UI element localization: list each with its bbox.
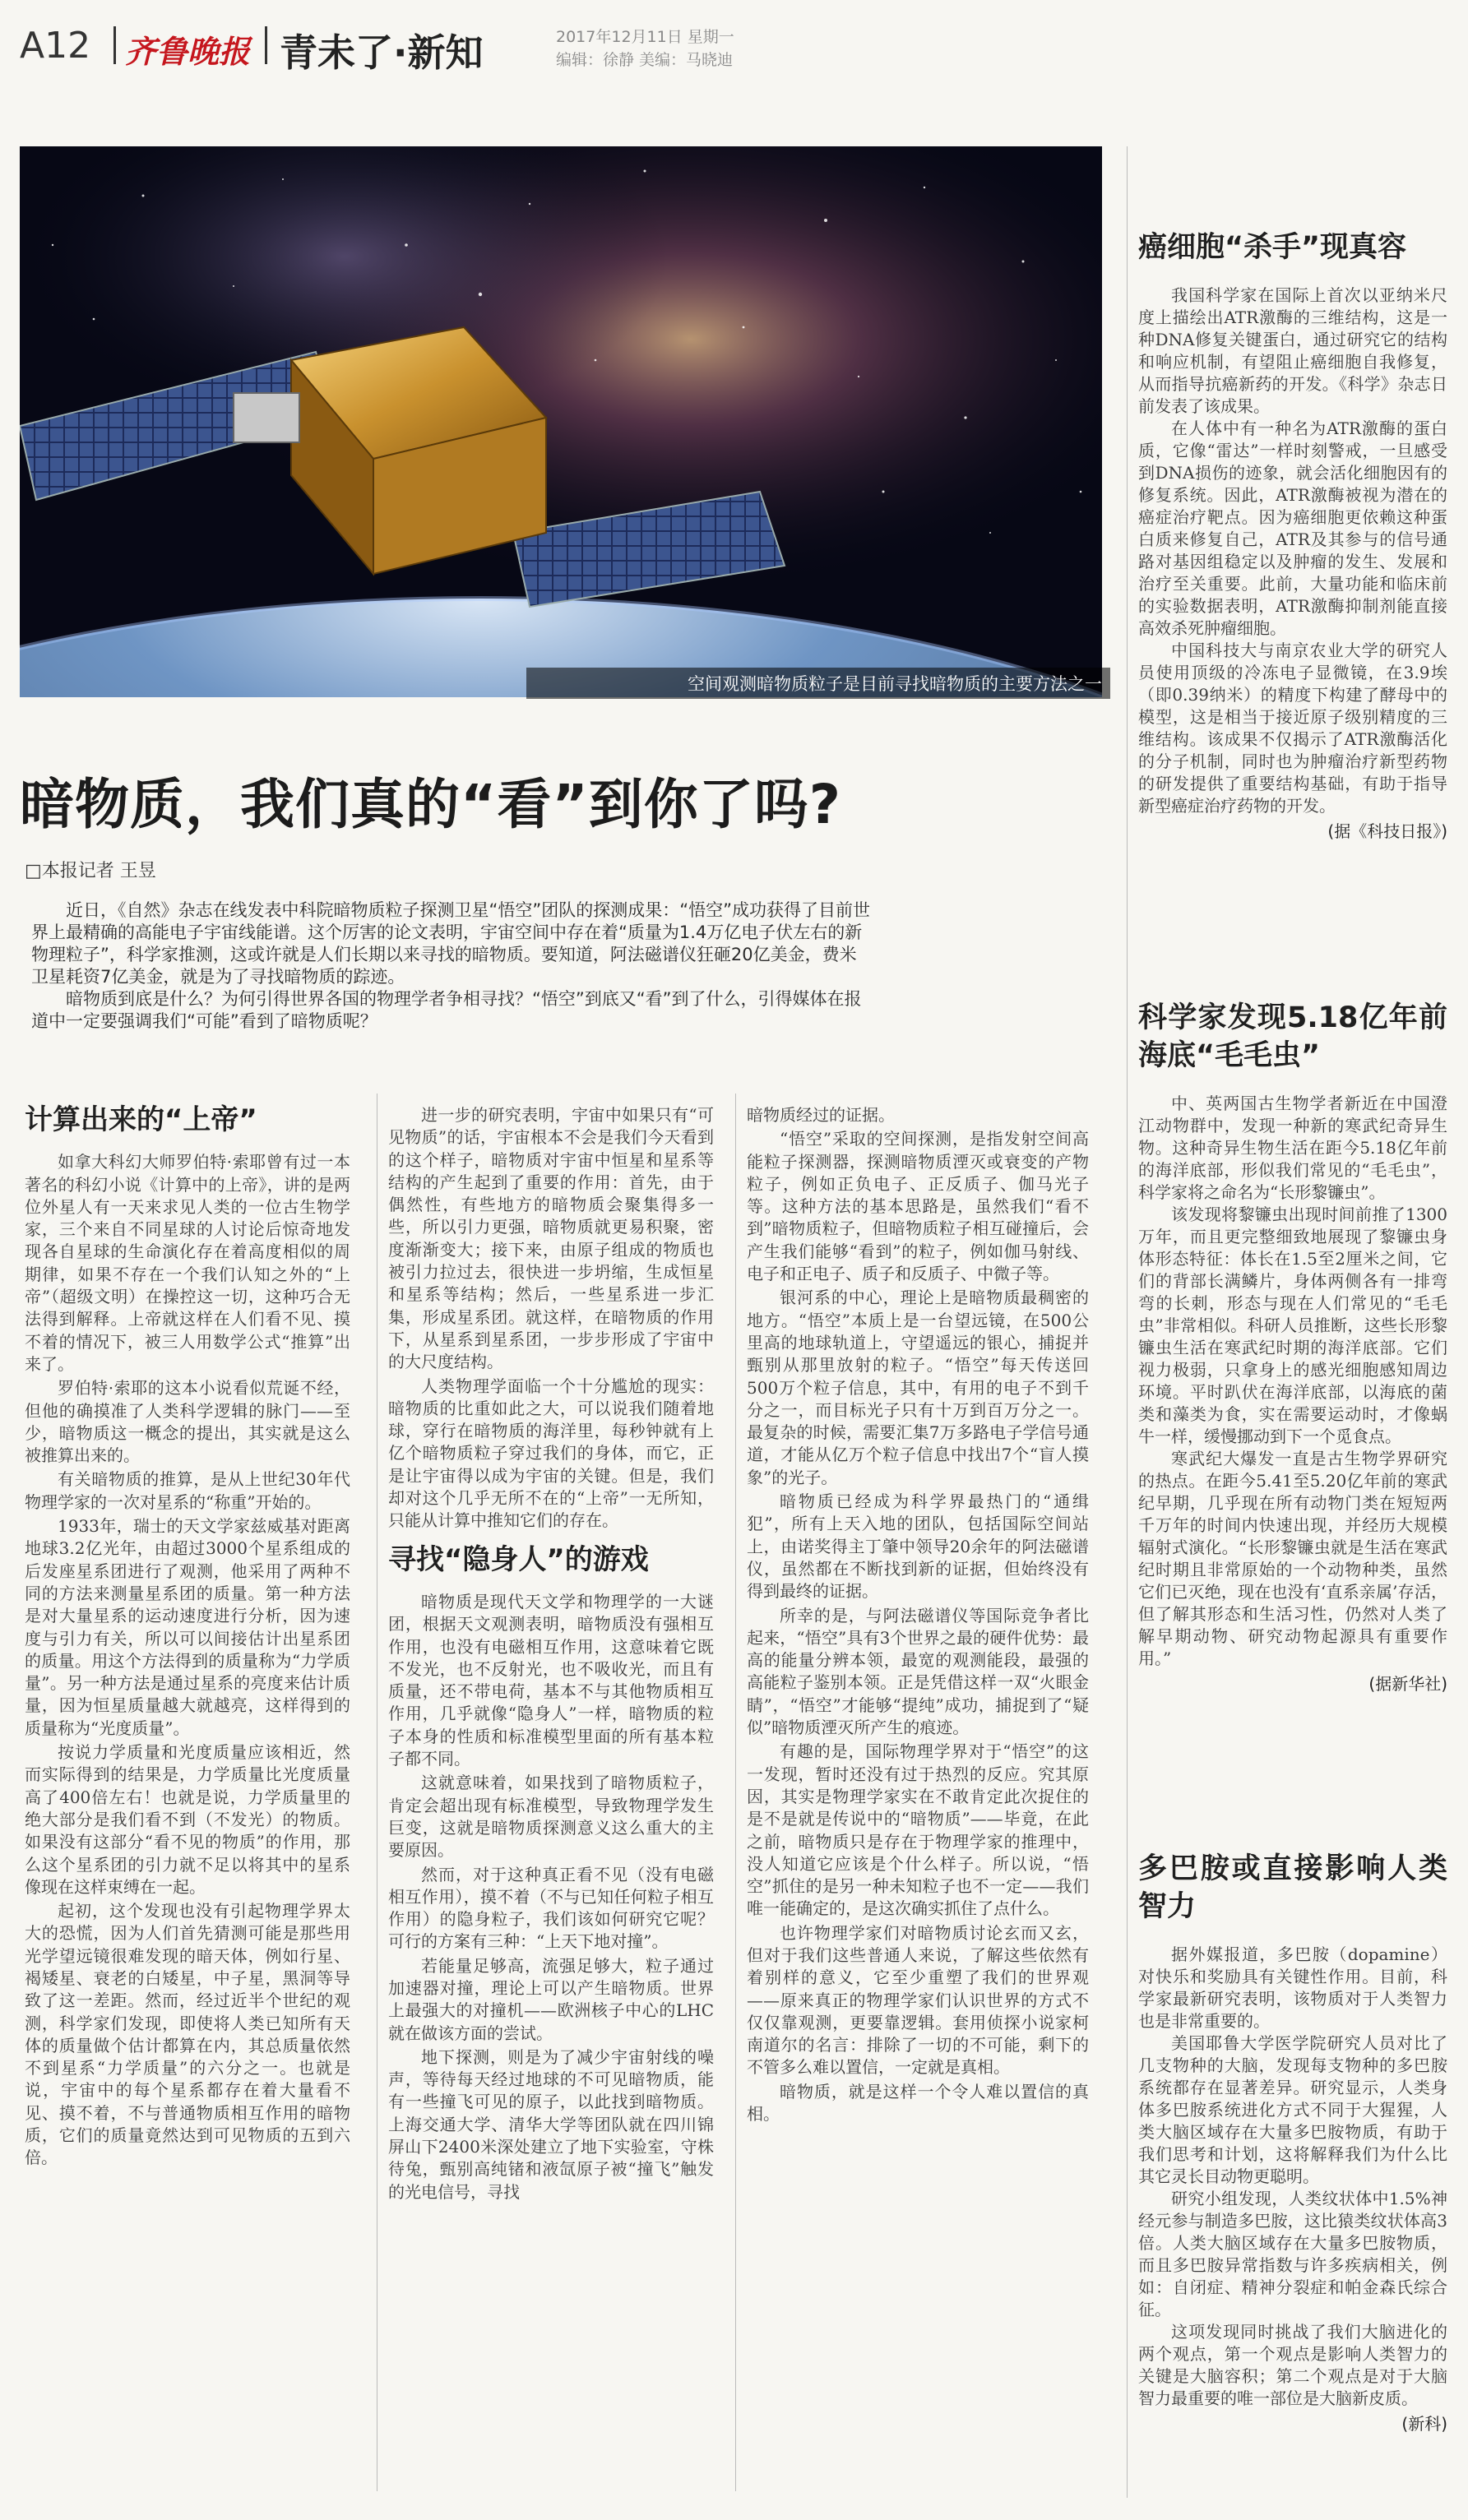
satellite-illustration	[20, 146, 1102, 697]
body-paragraph: 起初，这个发现也没有引起物理学界太大的恐慌，因为人们首先猜测可能是那些用光学望远镜很难发现的暗天体，例如行星、褐矮星、衰老的白矮星，中子星，黑洞等导致了这一差距。然而，经过近半个世纪的观测，科学家们发现，即使将人类已知所有天体的质量做个估计都算在内，其总质量依然不到星系“力学质量”的六分之一。也就是说，宇宙中的每个星系都存在着大量看不见、摸不着，不与普通物质相互作用的暗物质，它们的质量竟然达到可见物质的五到六倍。	[25, 1901, 350, 2168]
section-subhead: 寻找“隐身人”的游戏	[388, 1542, 649, 1576]
sidebar-paragraph: 这项发现同时挑战了我们大脑进化的两个观点，第一个观点是影响人类智力的关键是大脑容积；第二个观点是对于大脑智力最重要的唯一部位是大脑新皮质。	[1138, 2322, 1447, 2408]
sidebar-divider	[1127, 146, 1128, 2498]
edition-editors: 编辑：徐静 美编：马晓迪	[556, 51, 734, 69]
sidebar-paragraph: 中国科技大与南京农业大学的研究人员使用顶级的冷冻电子显微镜，在3.9埃（即0.39纳米）的精度下构建了酵母中的模型，这是相当于接近原子级别精度的三维结构。该成果不仅揭示了ATR激酶活化的分子机制，同时也为肿瘤治疗新型药物的研发提供了重要结构基础，有助于指导新型癌症治疗药物的开发。	[1138, 640, 1447, 816]
article-column-2	[388, 1104, 714, 2205]
sidebar-source: (据新华社)	[1368, 1674, 1447, 1694]
hero-caption: 空间观测暗物质粒子是目前寻找暗物质的主要方法之一	[526, 668, 1110, 699]
sidebar-source: (新科)	[1401, 2414, 1447, 2434]
masthead-divider	[113, 26, 116, 64]
column-divider	[735, 1094, 736, 2491]
newspaper-logo: 齐鲁晚报	[125, 33, 251, 70]
body-paragraph: 进一步的研究表明，宇宙中如果只有“可见物质”的话，宇宙根本不会是我们今天看到的这个样子，暗物质对宇宙中恒星和星系等结构的产生起到了重要的作用：首先，由于偶然性，有些地方的暗物质会聚集得多一些，所以引力更强，暗物质就更易积聚，密度渐渐变大；接下来，由原子组成的物质也被引力拉过去，很快进一步坍缩，生成恒星和星系等结构；然后，一些星系进一步汇集，形成星系团。就这样，在暗物质的作用下，从星系到星系团，一步步形成了宇宙中的大尺度结构。	[388, 1105, 714, 1372]
article-headline: 暗物质，我们真的“看”到你了吗?	[20, 773, 842, 836]
lead-paragraph: 近日，《自然》杂志在线发表中科院暗物质粒子探测卫星“悟空”团队的探测成果：“悟空”成功获得了目前世界上最精确的高能电子宇宙线能谱。这个厉害的论文表明，宇宙空间中存在着“质量为1.4万亿电子伏左右的新物理粒子”，科学家推测，这或许就是人们长期以来寻找的暗物质。要知道，阿法磁谱仪狂砸20亿美金，费米卫星耗资7亿美金，就是为了寻找暗物质的踪迹。	[31, 900, 871, 987]
sidebar-story-1	[1138, 229, 1447, 843]
sidebar-story-title: 多巴胺或直接影响人类智力	[1138, 1852, 1447, 1923]
article-column-1	[25, 1098, 350, 2171]
body-paragraph: 然而，对于这种真正看不见（没有电磁相互作用），摸不着（不与已知任何粒子相互作用）的隐身粒子，我们该如何研究它呢？可行的方案有三种：“上天下地对撞”。	[388, 1864, 714, 1952]
body-paragraph: 有趣的是，国际物理学界对于“悟空”的这一发现，暂时还没有过于热烈的反应。究其原因，其实是物理学家实在不敢肯定此次捉住的是不是就是传说中的“暗物质”——毕竟，在此之前，暗物质只是存在于物理学家的推理中，没人知道它应该是个什么样子。所以说，“悟空”抓住的是另一种未知粒子也不一定——我们唯一能确定的，是这次确实抓住了点什么。	[747, 1741, 1089, 1919]
edition-date: 2017年12月11日 星期一	[556, 28, 734, 46]
body-paragraph: 有关暗物质的推算，是从上世纪30年代物理学家的一次对星系的“称重”开始的。	[25, 1469, 350, 1512]
article-lead	[31, 899, 870, 1033]
body-paragraph: 按说力学质量和光度质量应该相近，然而实际得到的结果是，力学质量比光度质量高了400倍左右！也就是说，力学质量里的绝大部分是我们看不到（不发光）的物质。如果没有这部分“看不见的物质”的作用，那么这个星系团的引力就不足以将其中的星系像现在这样束缚在一起。	[25, 1742, 350, 1897]
body-paragraph: 罗伯特·索耶的这本小说看似荒诞不经，但他的确摸准了人类科学逻辑的脉门——至少，暗物质这一概念的提出，其实就是这么被推算出来的。	[25, 1378, 350, 1466]
body-paragraph: 人类物理学面临一个十分尴尬的现实：暗物质的比重如此之大，可以说我们随着地球，穿行在暗物质的海洋里，每秒钟就有上亿个暗物质粒子穿过我们的身体，而它，正是让宇宙得以成为宇宙的关键。但是，我们却对这个几乎无所不在的“上帝”一无所知，只能从计算中推知它们的存在。	[388, 1376, 714, 1531]
body-paragraph: 暗物质，就是这样一个令人难以置信的真相。	[747, 2081, 1089, 2125]
sidebar-story-2	[1138, 999, 1447, 1695]
sidebar-story-title: 科学家发现5.18亿年前海底“毛毛虫”	[1138, 1001, 1447, 1072]
sidebar-paragraph: 寒武纪大爆发一直是古生物学界研究的热点。在距今5.41至5.20亿年前的寒武纪早期，几乎现在所有动物门类在短短两千万年的时间内快速出现，并经历大规模辐射式演化。“长形黎镰虫就是生活在寒武纪时期且非常原始的一个动物种类，虽然它们已灭绝，现在也没有‘直系亲属’存活，但了解其形态和生活习性，仍然对人类了解早期动物、研究动物起源具有重要作用。”	[1138, 1449, 1447, 1668]
sidebar-paragraph: 美国耶鲁大学医学院研究人员对比了几支物种的大脑，发现每支物种的多巴胺系统都存在显著差异。研究显示，人类身体多巴胺系统进化方式不同于大猩猩，人类大脑区域存在大量多巴胺物质，有助于我们思考和计划，这将解释我们为什么比其它灵长目动物更聪明。	[1138, 2033, 1447, 2186]
body-paragraph: 这就意味着，如果找到了暗物质粒子，肯定会超出现有标准模型，导致物理学发生巨变，这就是暗物质探测意义这么重大的主要原因。	[388, 1773, 714, 1861]
sidebar-story-3	[1138, 1850, 1447, 2435]
body-paragraph: 如拿大科幻大师罗伯特·索耶曾有过一本著名的科幻小说《计算中的上帝》，讲的是两位外星人有一天来求见人类的一位古生物学家，三个来自不同星球的人讨论后惊奇地发现各自星球的生命演化存在着高度相似的周期律，如果不存在一个我们认知之外的“上帝”（超级文明）在操控这一切，这种巧合无法得到解释。上帝就这样在人们看不见、摸不着的情况下，被三人用数学公式“推算”出来了。	[25, 1152, 350, 1374]
sidebar-paragraph: 该发现将黎镰虫出现时间前推了1300万年，而且更完整细致地展现了黎镰虫身体形态特征：体长在1.5至2厘米之间，它们的背部长满鳞片，身体两侧各有一排弯弯的长刺，形态与现在人们常见的“毛毛虫”非常相似。科研人员推断，这些长形黎镰虫生活在寒武纪时期的海洋底部。它们视力极弱，只拿身上的感光细胞感知周边环境。平时趴伏在海洋底部，以海底的菌类和藻类为食，实在需要运动时，才像蜗牛一样，缓慢挪动到下一个觅食点。	[1138, 1205, 1447, 1446]
sidebar-paragraph: 在人体中有一种名为ATR激酶的蛋白质，它像“雷达”一样时刻警戒，一旦感受到DNA损伤的迹象，就会活化细胞因有的修复系统。因此，ATR激酶被视为潜在的癌症治疗靶点。因为癌细胞更依赖这种蛋白质来修复自己，ATR及其参与的信号通路对基因组稳定以及肿瘤的发生、发展和治疗至关重要。此前，大量功能和临床前的实验数据表明，ATR激酶抑制剂能直接高效杀死肿瘤细胞。	[1138, 418, 1447, 638]
sidebar-paragraph: 据外媒报道，多巴胺（dopamine）对快乐和奖励具有关键性作用。目前，科学家最新研究表明，该物质对于人类智力也是非常重要的。	[1138, 1944, 1447, 2031]
hero-image	[20, 146, 1102, 697]
page-number: A12	[20, 25, 91, 67]
body-paragraph: 银河系的中心，理论上是暗物质最稠密的地方。“悟空”本质上是一台望远镜，在500公里高的地球轨道上，守望遥远的银心，捕捉并甄别从那里放射的粒子。“悟空”每天传送回500万个粒子信息，其中，有用的电子不到千分之一，而目标光子只有十万到百万分之一。最复杂的时候，需要汇集7万多路电子学信号通道，才能从亿万个粒子信息中找出7个“盲人摸象”的光子。	[747, 1288, 1089, 1487]
section-title: 青未了·新知	[280, 30, 484, 75]
article-byline: □本报记者 王昱	[25, 861, 156, 881]
sidebar-source: (据《科技日报》)	[1327, 821, 1447, 841]
body-paragraph: 暗物质经过的证据。	[747, 1105, 895, 1125]
body-paragraph: 所幸的是，与阿法磁谱仪等国际竞争者比起来，“悟空”具有3个世界之最的硬件优势：最高的能量分辨本领，最宽的观测能段，最强的高能粒子鉴别本领。正是凭借这样一双“火眼金睛”，“悟空”才能够“提纯”成功，捕捉到了“疑似”暗物质湮灭所产生的痕迹。	[747, 1605, 1089, 1738]
body-paragraph: 暗物质已经成为科学界最热门的“通缉犯”，所有上天入地的团队，包括国际空间站上，由诺奖得主丁肇中领导20余年的阿法磁谱仪，虽然都在不断找到新的证据，但始终没有得到最终的证据。	[747, 1491, 1089, 1602]
sidebar-paragraph: 中、英两国古生物学者新近在中国澄江动物群中，发现一种新的寒武纪奇异生物。这种奇异生物生活在距今5.18亿年前的海洋底部，形似我们常见的“毛毛虫”，科学家将之命名为“长形黎镰虫”。	[1138, 1094, 1447, 1202]
body-paragraph: 也许物理学家们对暗物质讨论玄而又玄，但对于我们这些普通人来说，了解这些依然有着别样的意义，它至少重塑了我们的世界观——原来真正的物理学家们认识世界的方式不仅仅靠观测，更要靠逻辑。套用侦探小说家柯南道尔的名言：排除了一切的不可能，剩下的不管多么难以置信，一定就是真相。	[747, 1922, 1089, 2078]
body-paragraph: 若能量足够高，流强足够大，粒子通过加速器对撞，理论上可以产生暗物质。世界上最强大的对撞机——欧洲核子中心的LHC就在做该方面的尝试。	[388, 1955, 714, 2043]
sidebar-paragraph: 研究小组发现，人类纹状体中1.5%神经元参与制造多巴胺，这比猿类纹状体高3倍。人类大脑区域存在大量多巴胺物质，而且多巴胺异常指数与许多疾病相关，例如：自闭症、精神分裂症和帕金森氏综合征。	[1138, 2189, 1447, 2319]
article-column-3	[747, 1104, 1089, 2127]
sidebar-story-title: 癌细胞“杀手”现真容	[1138, 231, 1407, 264]
section-subhead: 计算出来的“上帝”	[25, 1103, 257, 1136]
sidebar-paragraph: 我国科学家在国际上首次以亚纳米尺度上描绘出ATR激酶的三维结构，这是一种DNA修复关键蛋白，通过研究它的结构和响应机制，有望阻止癌细胞自我修复，从而指导抗癌新药的开发。《科学》杂志日前发表了该成果。	[1138, 285, 1447, 416]
masthead-divider	[265, 26, 267, 64]
body-paragraph: 1933年，瑞士的天文学家兹威基对距离地球3.2亿光年，由超过3000个星系组成的后发座星系团进行了观测，他采用了两种不同的方法来测量星系团的质量。第一种方法是对大量星系的运动速度进行分析，因为速度与引力有关，所以可以间接估计出星系团的质量。用这个方法得到的质量称为“力学质量”。另一种方法是通过星系的亮度来估计质量，因为恒星质量越大就越亮，这样得到的质量称为“光度质量”。	[25, 1516, 350, 1738]
body-paragraph: “悟空”采取的空间探测，是指发射空间高能粒子探测器，探测暗物质湮灭或衰变的产物粒子，例如正负电子、正反质子、伽马光子等。这种方法的基本思路是，虽然我们“看不到”暗物质粒子，但暗物质粒子相互碰撞后，会产生我们能够“看到”的粒子，例如伽马射线、电子和正电子、质子和反质子、中微子等。	[747, 1129, 1089, 1284]
body-paragraph: 地下探测，则是为了减少宇宙射线的噪声，等待每天经过地球的不可见暗物质，能有一些撞飞可见的原子，以此找到暗物质。上海交通大学、清华大学等团队就在四川锦屏山下2400米深处建立了地下实验室，守株待兔，甄别高纯锗和液氙原子被“撞飞”触发的光电信号，寻找	[388, 2046, 714, 2202]
lead-paragraph: 暗物质到底是什么？为何引得世界各国的物理学者争相寻找？“悟空”到底又“看”到了什么，引得媒体在报道中一定要强调我们“可能”看到了暗物质呢？	[31, 989, 862, 1031]
body-paragraph: 暗物质是现代天文学和物理学的一大谜团，根据天文观测表明，暗物质没有强相互作用，也没有电磁相互作用，这意味着它既不发光，也不反射光，也不吸收光，而且有质量，还不带电荷，基本不与其他物质相互作用，几乎就像“隐身人”一样，暗物质的粒子本身的性质和标准模型里面的所有基本粒子都不同。	[388, 1591, 714, 1769]
